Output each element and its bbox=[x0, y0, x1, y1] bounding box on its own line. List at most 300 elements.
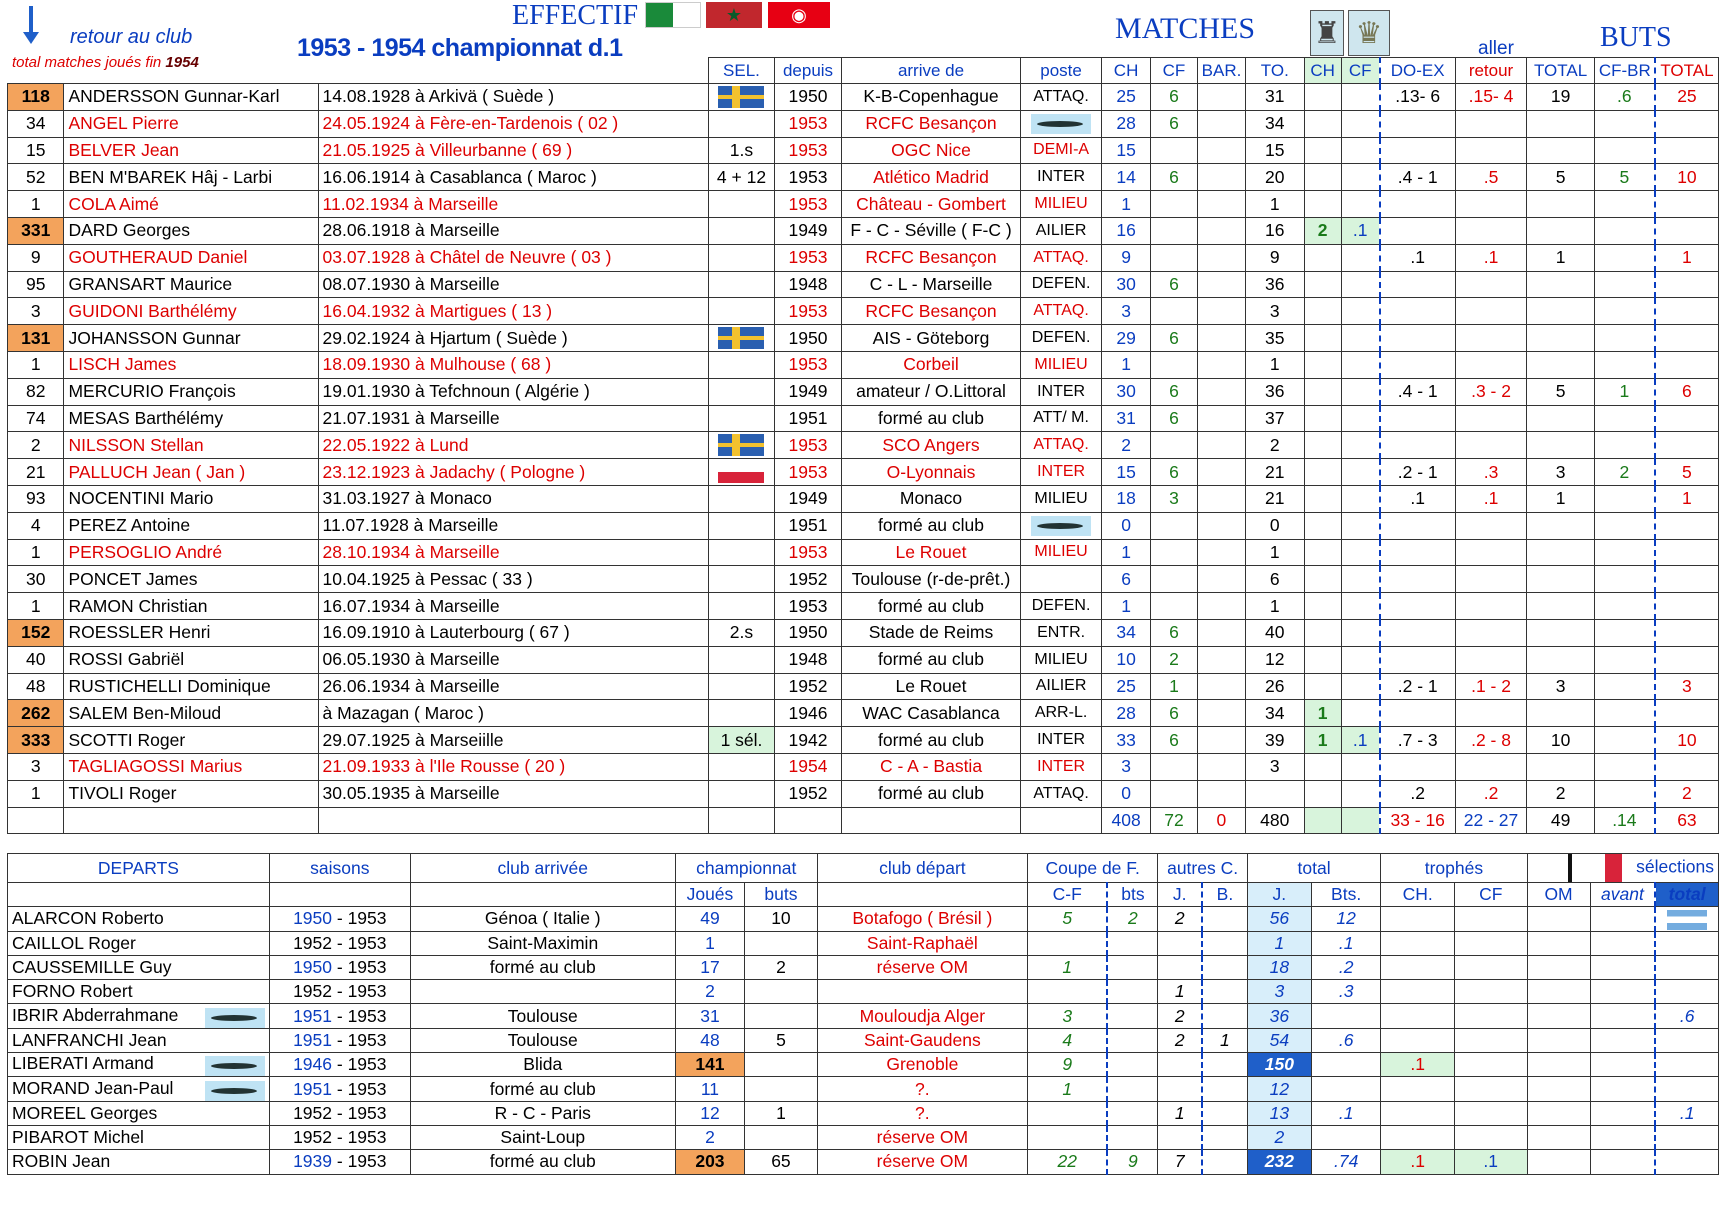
player-name[interactable] bbox=[64, 405, 318, 432]
matches-count: 2 bbox=[30, 434, 41, 455]
player-row[interactable] bbox=[8, 378, 1719, 405]
h: Bts. bbox=[1331, 884, 1362, 905]
depart-row[interactable] bbox=[8, 955, 1719, 979]
sub-cf bbox=[1028, 883, 1108, 907]
depart-name: IBRIR Abderrahmane bbox=[12, 1004, 179, 1025]
depart-player[interactable] bbox=[8, 1053, 270, 1077]
from-text: Toulouse (r-de-prêt.) bbox=[851, 568, 1011, 589]
selections bbox=[708, 271, 775, 298]
player-row[interactable] bbox=[8, 539, 1719, 566]
since-text: 1946 bbox=[788, 702, 828, 723]
cf-matches bbox=[1151, 780, 1197, 807]
player-row[interactable] bbox=[8, 217, 1719, 244]
matches-count: 118 bbox=[21, 86, 50, 107]
total-matches bbox=[1246, 84, 1304, 111]
total-cfbr bbox=[1594, 807, 1654, 834]
player-row[interactable] bbox=[8, 512, 1719, 539]
tot-text: 5 bbox=[1555, 381, 1566, 402]
arrived-from bbox=[841, 593, 1020, 620]
goals-total-all bbox=[1655, 137, 1719, 164]
goals-retour bbox=[1455, 780, 1527, 807]
birth-text: 16.04.1932 à Martigues ( 13 ) bbox=[322, 300, 553, 321]
dep-text: Mouloudja Alger bbox=[859, 1005, 986, 1026]
player-row[interactable] bbox=[8, 780, 1719, 807]
depart-row[interactable] bbox=[8, 980, 1719, 1004]
since-text: 1952 bbox=[788, 783, 828, 804]
since-year bbox=[775, 727, 842, 754]
season-start: 1950 bbox=[293, 957, 333, 978]
cup-goals bbox=[1107, 1077, 1157, 1101]
goals-doex bbox=[1380, 110, 1456, 137]
cf-matches bbox=[1151, 432, 1197, 459]
trophy-ch bbox=[1381, 980, 1455, 1004]
player-row[interactable] bbox=[8, 244, 1719, 271]
player-row[interactable] bbox=[8, 753, 1719, 780]
since-text: 1949 bbox=[788, 488, 828, 509]
total-cfbr-text: .14 bbox=[1612, 809, 1637, 830]
from-text: Atlético Madrid bbox=[873, 166, 989, 187]
trophy-ch bbox=[1304, 164, 1341, 191]
total-heading bbox=[1247, 854, 1381, 883]
sub-j bbox=[1158, 883, 1202, 907]
position-text: ENTR. bbox=[1037, 623, 1086, 641]
depart-player[interactable] bbox=[8, 1077, 270, 1101]
cf-matches bbox=[1151, 325, 1197, 352]
from-text: Le Rouet bbox=[895, 541, 967, 562]
matches-count: 52 bbox=[25, 166, 46, 187]
ch-matches bbox=[1101, 244, 1150, 271]
goals-cfbr bbox=[1594, 539, 1654, 566]
player-name[interactable] bbox=[64, 700, 318, 727]
player-name[interactable] bbox=[64, 673, 318, 700]
since-year bbox=[775, 673, 842, 700]
since-year bbox=[775, 137, 842, 164]
trophy-ch bbox=[1304, 566, 1341, 593]
other-goals bbox=[1202, 931, 1247, 955]
depart-player[interactable] bbox=[8, 907, 270, 931]
player-name[interactable] bbox=[64, 137, 318, 164]
sub-tbts bbox=[1311, 883, 1380, 907]
player-name-text: GRANSART Maurice bbox=[68, 273, 233, 294]
club-depart bbox=[817, 955, 1027, 979]
to-text: 2 bbox=[1269, 434, 1280, 455]
depart-player[interactable] bbox=[8, 1028, 270, 1052]
season-end: - 1953 bbox=[332, 908, 387, 929]
goals-total bbox=[1527, 673, 1595, 700]
trophy-cf bbox=[1454, 907, 1527, 931]
arrived-from bbox=[841, 84, 1020, 111]
from-text: formé au club bbox=[877, 515, 985, 536]
to-text: 21 bbox=[1265, 488, 1285, 509]
since-year bbox=[775, 298, 842, 325]
tot-text: 3 bbox=[1555, 675, 1566, 696]
goals-total-all bbox=[1655, 325, 1719, 352]
cf-text: 9 bbox=[1062, 1054, 1073, 1075]
championship-goals bbox=[745, 1125, 818, 1149]
birth-text: 16.06.1914 à Casablanca ( Maroc ) bbox=[322, 166, 597, 187]
player-name-text: SCOTTI Roger bbox=[68, 729, 186, 750]
tot2-text: 10 bbox=[1677, 166, 1697, 187]
doex-text: .4 - 1 bbox=[1397, 166, 1438, 187]
squad-header-3 bbox=[1021, 58, 1102, 84]
trophy-cf bbox=[1341, 432, 1379, 459]
header-text: arrive de bbox=[897, 60, 965, 80]
player-name-text: TIVOLI Roger bbox=[68, 783, 177, 804]
player-name[interactable] bbox=[64, 217, 318, 244]
total-bar-text: 0 bbox=[1216, 809, 1227, 830]
depart-row[interactable] bbox=[8, 1125, 1719, 1149]
from-text: Le Rouet bbox=[895, 675, 967, 696]
tb-text: .3 bbox=[1338, 981, 1354, 1002]
cf-matches bbox=[1151, 593, 1197, 620]
position bbox=[1021, 673, 1102, 700]
trophy-ch bbox=[1304, 646, 1341, 673]
doex-text: .4 - 1 bbox=[1397, 381, 1438, 402]
tb-text: .2 bbox=[1338, 957, 1354, 978]
player-row[interactable] bbox=[8, 459, 1719, 486]
position bbox=[1021, 271, 1102, 298]
cfbr-text: 1 bbox=[1619, 381, 1630, 402]
player-row[interactable] bbox=[8, 727, 1719, 754]
since-text: 1950 bbox=[788, 327, 828, 348]
selections bbox=[708, 566, 775, 593]
trophy-ch bbox=[1381, 931, 1455, 955]
player-name[interactable] bbox=[64, 298, 318, 325]
selections bbox=[708, 512, 775, 539]
doex-text: .7 - 3 bbox=[1397, 729, 1438, 750]
selection-text: 4 + 12 bbox=[716, 166, 767, 187]
position-text: INTER bbox=[1037, 382, 1086, 400]
player-name[interactable] bbox=[64, 84, 318, 111]
goals-total bbox=[1527, 325, 1595, 352]
coupe-heading bbox=[1028, 854, 1158, 883]
cf-text: 3 bbox=[1169, 488, 1179, 509]
doex-text: .1 bbox=[1410, 488, 1425, 509]
player-name[interactable] bbox=[64, 271, 318, 298]
position-text: ARR-L. bbox=[1034, 704, 1088, 722]
player-row[interactable] bbox=[8, 619, 1719, 646]
player-name[interactable] bbox=[64, 191, 318, 218]
position-text: INTER bbox=[1037, 168, 1086, 186]
trophy-cf bbox=[1341, 244, 1379, 271]
depart-row[interactable] bbox=[8, 931, 1719, 955]
since-year bbox=[775, 485, 842, 512]
player-row[interactable] bbox=[8, 137, 1719, 164]
player-name[interactable] bbox=[64, 512, 318, 539]
since-year bbox=[775, 217, 842, 244]
depart-player[interactable] bbox=[8, 955, 270, 979]
depart-row[interactable] bbox=[8, 907, 1719, 931]
player-name[interactable] bbox=[64, 780, 318, 807]
sweden-flag-icon bbox=[718, 434, 764, 456]
arr-text: Génoa ( Italie ) bbox=[484, 908, 601, 929]
goals-doex bbox=[1380, 378, 1456, 405]
player-name[interactable] bbox=[64, 432, 318, 459]
total-tot-text: 49 bbox=[1550, 809, 1571, 830]
ch-text: 29 bbox=[1116, 327, 1136, 348]
cf-matches bbox=[1151, 298, 1197, 325]
player-name[interactable] bbox=[64, 566, 318, 593]
birth-info bbox=[318, 244, 708, 271]
depart-player[interactable] bbox=[8, 1004, 270, 1028]
trophy-ch bbox=[1381, 1053, 1455, 1077]
player-row[interactable] bbox=[8, 298, 1719, 325]
arrived-from bbox=[841, 753, 1020, 780]
since-text: 1949 bbox=[788, 381, 828, 402]
h: bts bbox=[1121, 884, 1145, 905]
doex-text: .2 bbox=[1410, 783, 1425, 804]
ch-matches bbox=[1101, 325, 1150, 352]
arrived-from bbox=[841, 459, 1020, 486]
cf-matches bbox=[1151, 405, 1197, 432]
from-text: C - L - Marseille bbox=[869, 273, 993, 294]
trophy-ch bbox=[1304, 539, 1341, 566]
matches-title: MATCHES bbox=[1115, 12, 1256, 45]
total-goals bbox=[1311, 1101, 1380, 1125]
from-text: AIS - Göteborg bbox=[872, 327, 990, 348]
to-text: 36 bbox=[1265, 381, 1285, 402]
trophy-ch bbox=[1381, 1150, 1455, 1174]
matches-count: 82 bbox=[25, 381, 46, 402]
sel-avant bbox=[1590, 907, 1655, 931]
ch-matches bbox=[1101, 619, 1150, 646]
player-name[interactable] bbox=[64, 727, 318, 754]
season-end: - 1953 bbox=[332, 1127, 387, 1148]
player-row[interactable] bbox=[8, 593, 1719, 620]
from-text: F - C - Séville ( F-C ) bbox=[850, 220, 1012, 241]
player-name-text: SALEM Ben-Miloud bbox=[68, 702, 222, 723]
h: DEPARTS bbox=[97, 857, 179, 878]
player-name-text: RUSTICHELLI Dominique bbox=[68, 675, 271, 696]
trophy-cf bbox=[1341, 646, 1379, 673]
season-title: 1953 - 1954 championnat d.1 bbox=[297, 34, 623, 62]
arrived-from bbox=[841, 646, 1020, 673]
player-row[interactable] bbox=[8, 432, 1719, 459]
selections bbox=[708, 137, 775, 164]
goals-cfbr bbox=[1594, 325, 1654, 352]
goals-total bbox=[1527, 110, 1595, 137]
tj-text: 56 bbox=[1269, 908, 1290, 929]
player-row[interactable] bbox=[8, 673, 1719, 700]
tunisia-flag-icon: ◉ bbox=[768, 2, 830, 28]
player-row[interactable] bbox=[8, 271, 1719, 298]
player-row[interactable] bbox=[8, 700, 1719, 727]
player-row[interactable] bbox=[8, 110, 1719, 137]
h: Joués bbox=[686, 884, 734, 905]
player-row[interactable] bbox=[8, 351, 1719, 378]
arr-text: Toulouse bbox=[507, 1029, 578, 1050]
birth-text: 08.07.1930 à Marseille bbox=[322, 273, 500, 294]
retour-label: retour au club bbox=[70, 26, 193, 48]
player-name[interactable] bbox=[64, 164, 318, 191]
depart-row[interactable] bbox=[8, 1101, 1719, 1125]
sel-avant bbox=[1590, 1125, 1655, 1149]
trophy-cf bbox=[1341, 137, 1379, 164]
ch-text: 34 bbox=[1116, 622, 1136, 643]
ret-text: .5 bbox=[1483, 166, 1499, 187]
arrived-from bbox=[841, 378, 1020, 405]
h: saisons bbox=[310, 857, 370, 878]
tb-text: .74 bbox=[1333, 1151, 1359, 1172]
player-row[interactable] bbox=[8, 191, 1719, 218]
goals-doex bbox=[1380, 405, 1456, 432]
player-name-text: MESAS Barthélémy bbox=[68, 407, 224, 428]
goals-total bbox=[1527, 378, 1595, 405]
ch-text: 15 bbox=[1116, 139, 1136, 160]
total-played bbox=[1247, 931, 1311, 955]
player-name-text: PEREZ Antoine bbox=[68, 515, 191, 536]
depart-name: FORNO Robert bbox=[12, 981, 133, 1002]
goals-retour bbox=[1455, 84, 1527, 111]
player-name[interactable] bbox=[64, 351, 318, 378]
trophy-cf bbox=[1454, 1150, 1527, 1174]
since-text: 1950 bbox=[788, 86, 828, 107]
total-matches bbox=[1246, 727, 1304, 754]
matches-count: 40 bbox=[25, 649, 46, 670]
goals-retour bbox=[1455, 217, 1527, 244]
j-text: 203 bbox=[695, 1151, 725, 1172]
other-goals bbox=[1202, 1101, 1247, 1125]
header-text: poste bbox=[1040, 60, 1082, 80]
goals-total bbox=[1527, 512, 1595, 539]
player-row[interactable] bbox=[8, 646, 1719, 673]
depart-row[interactable] bbox=[8, 1077, 1719, 1101]
player-name-text: NOCENTINI Mario bbox=[68, 488, 214, 509]
h: trophés bbox=[1424, 857, 1484, 878]
player-name[interactable] bbox=[64, 646, 318, 673]
birth-info bbox=[318, 459, 708, 486]
player-name-text: BELVER Jean bbox=[68, 139, 180, 160]
player-row[interactable] bbox=[8, 84, 1719, 111]
player-name[interactable] bbox=[64, 459, 318, 486]
depart-player[interactable] bbox=[8, 980, 270, 1004]
goals-doex bbox=[1380, 271, 1456, 298]
bar-matches bbox=[1197, 512, 1245, 539]
position bbox=[1021, 539, 1102, 566]
depart-name: LANFRANCHI Jean bbox=[12, 1029, 167, 1050]
goals-total bbox=[1527, 298, 1595, 325]
seasons bbox=[269, 931, 410, 955]
birth-info bbox=[318, 217, 708, 244]
depart-row[interactable] bbox=[8, 1150, 1719, 1174]
seasons bbox=[269, 1125, 410, 1149]
depart-player[interactable] bbox=[8, 1125, 270, 1149]
player-name[interactable] bbox=[64, 110, 318, 137]
total-tot bbox=[1527, 807, 1595, 834]
season-end: - 1953 bbox=[332, 932, 387, 953]
matches-total bbox=[8, 512, 64, 539]
sel-total bbox=[1655, 1077, 1718, 1101]
cup-goals bbox=[1107, 1004, 1157, 1028]
sub-tj bbox=[1247, 883, 1311, 907]
selections bbox=[708, 459, 775, 486]
tot2-text: 2 bbox=[1682, 783, 1692, 804]
tj-text: 3 bbox=[1274, 981, 1285, 1002]
cup-played bbox=[1028, 907, 1108, 931]
to-text: 0 bbox=[1269, 515, 1280, 536]
j-text: 31 bbox=[700, 1005, 720, 1026]
depart-row[interactable] bbox=[8, 1053, 1719, 1077]
total-tot2-text: 63 bbox=[1677, 809, 1697, 830]
club-depart bbox=[817, 1053, 1027, 1077]
total-goals bbox=[1311, 955, 1380, 979]
ret-text: .1 - 2 bbox=[1471, 675, 1511, 696]
depart-player[interactable] bbox=[8, 1101, 270, 1125]
trophy-cf bbox=[1341, 727, 1379, 754]
total-matches bbox=[1246, 700, 1304, 727]
tot-text: 1 bbox=[1555, 488, 1566, 509]
ch-text: 3 bbox=[1121, 300, 1131, 321]
trophy-cf bbox=[1454, 1125, 1527, 1149]
player-name[interactable] bbox=[64, 619, 318, 646]
player-name[interactable] bbox=[64, 539, 318, 566]
cf-text: 22 bbox=[1057, 1151, 1077, 1172]
season-end: - 1953 bbox=[332, 1029, 387, 1050]
player-row[interactable] bbox=[8, 325, 1719, 352]
depart-row[interactable] bbox=[8, 1028, 1719, 1052]
departs-header-row bbox=[8, 854, 1719, 883]
player-row[interactable] bbox=[8, 164, 1719, 191]
since-year bbox=[775, 405, 842, 432]
player-name[interactable] bbox=[64, 753, 318, 780]
cf-text: 6 bbox=[1169, 407, 1179, 428]
ch-text: 1 bbox=[1121, 541, 1131, 562]
player-name[interactable] bbox=[64, 485, 318, 512]
player-name[interactable] bbox=[64, 593, 318, 620]
cf-text: 1 bbox=[1169, 675, 1179, 696]
club-arrival bbox=[410, 1028, 675, 1052]
trophy-ch bbox=[1304, 673, 1341, 700]
season-start: 1946 bbox=[293, 1054, 333, 1075]
player-row[interactable] bbox=[8, 485, 1719, 512]
player-name[interactable] bbox=[64, 378, 318, 405]
depart-player[interactable] bbox=[8, 1150, 270, 1174]
depart-name: CAUSSEMILLE Guy bbox=[12, 957, 172, 978]
buts-title: BUTS bbox=[1600, 22, 1672, 53]
ch-matches bbox=[1101, 673, 1150, 700]
player-name[interactable] bbox=[64, 244, 318, 271]
matches-count: 3 bbox=[30, 756, 41, 777]
player-row[interactable] bbox=[8, 566, 1719, 593]
depart-name: LIBERATI Armand bbox=[12, 1053, 154, 1074]
total-label: total matches joués fin bbox=[12, 54, 162, 71]
other-played bbox=[1158, 907, 1202, 931]
arr-text: formé au club bbox=[489, 957, 596, 978]
goals-total-all bbox=[1655, 566, 1719, 593]
club-depart-heading bbox=[817, 854, 1027, 883]
position bbox=[1021, 646, 1102, 673]
player-name-text: PERSOGLIO André bbox=[68, 541, 223, 562]
other-played bbox=[1158, 980, 1202, 1004]
total-ch bbox=[1101, 807, 1150, 834]
matches-total bbox=[8, 164, 64, 191]
depart-player[interactable] bbox=[8, 931, 270, 955]
tj-text: 54 bbox=[1269, 1029, 1290, 1050]
player-row[interactable] bbox=[8, 405, 1719, 432]
goals-retour bbox=[1455, 566, 1527, 593]
goals-total-all bbox=[1655, 164, 1719, 191]
cup-goals bbox=[1107, 1053, 1157, 1077]
tot-text: .1 bbox=[1679, 1102, 1695, 1123]
trophy-ch bbox=[1304, 512, 1341, 539]
depart-row[interactable] bbox=[8, 1004, 1719, 1028]
selection-text: 1.s bbox=[729, 139, 754, 160]
since-year bbox=[775, 539, 842, 566]
matches-count: 333 bbox=[21, 729, 51, 750]
birth-info bbox=[318, 485, 708, 512]
position-text: ATTAQ. bbox=[1033, 248, 1089, 266]
player-name[interactable] bbox=[64, 325, 318, 352]
